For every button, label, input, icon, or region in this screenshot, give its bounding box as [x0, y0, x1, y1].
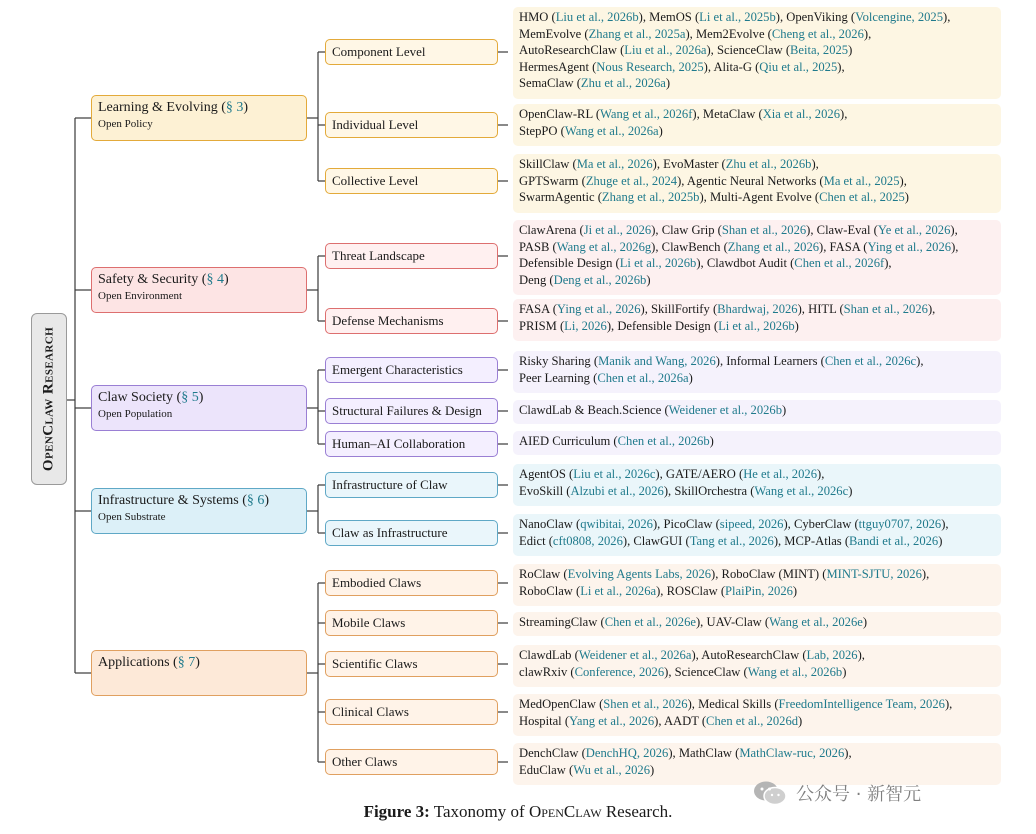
- citation-link[interactable]: Manik and Wang, 2026: [598, 354, 716, 368]
- reference-leaf: [513, 514, 1001, 556]
- citation-link[interactable]: Li et al., 2026a: [580, 583, 657, 598]
- citation-link[interactable]: MathClaw-ruc, 2026: [739, 746, 845, 760]
- reference-line: [519, 222, 995, 239]
- reference-text: ), Defensible Design (: [606, 318, 719, 333]
- reference-text: ),: [844, 746, 852, 760]
- reference-line: [519, 402, 995, 419]
- reference-leaf: [513, 694, 1001, 736]
- reference-text: ): [658, 123, 663, 138]
- category-title-text: Infrastructure & Systems (: [98, 493, 247, 508]
- reference-line: [519, 647, 995, 664]
- citation-link[interactable]: Wang et al., 2026f: [600, 107, 693, 121]
- reference-text: ),: [899, 173, 907, 188]
- reference-text: ): [862, 615, 868, 629]
- reference-text: ),: [951, 239, 959, 254]
- reference-text: ),: [916, 354, 924, 368]
- category-title-text: Applications (: [98, 655, 178, 670]
- reference-text: ): [842, 664, 847, 679]
- reference-text: ), ClawGUI (: [622, 533, 690, 548]
- citation-link[interactable]: Cheng et al., 2026: [771, 26, 864, 41]
- category-title-close: ): [243, 100, 249, 115]
- subcategory-node: Infrastructure of Claw: [325, 472, 498, 498]
- reference-leaf: [513, 299, 1001, 341]
- reference-text: ), ScienceClaw (: [706, 43, 791, 57]
- reference-text: ): [688, 370, 693, 385]
- reference-text: RoboClaw (: [519, 583, 581, 598]
- citation-link[interactable]: Zhu et al., 2026b: [725, 157, 812, 171]
- reference-text: ): [709, 434, 714, 448]
- reference-line: [519, 189, 995, 206]
- citation-link[interactable]: Zhuge et al., 2024: [585, 173, 678, 188]
- citation-link[interactable]: Weidener et al., 2026a: [578, 648, 692, 662]
- citation-link[interactable]: Chen et al., 2025: [819, 190, 905, 204]
- reference-leaf: [513, 431, 1001, 455]
- reference-text: ): [794, 318, 799, 333]
- reference-text: RoClaw (: [519, 567, 568, 581]
- citation-link[interactable]: Lab, 2026: [806, 648, 858, 662]
- citation-link[interactable]: Wang et al., 2026c: [754, 483, 849, 498]
- reference-line: [519, 370, 995, 387]
- category-section-ref: § 5: [181, 390, 199, 405]
- reference-text: ), Mem2Evolve (: [685, 26, 772, 41]
- citation-link[interactable]: Bhardwaj, 2026: [717, 302, 798, 316]
- citation-link[interactable]: MINT-SJTU, 2026: [826, 567, 922, 581]
- reference-text: ): [650, 762, 655, 777]
- reference-line: [519, 26, 995, 43]
- category-section-ref: § 4: [206, 272, 224, 287]
- reference-text: ): [782, 403, 787, 417]
- category-title: [98, 99, 300, 117]
- citation-link[interactable]: FreedomIntelligence Team, 2026: [778, 697, 945, 711]
- reference-text: ), OpenViking (: [775, 10, 856, 24]
- reference-text: AgentOS (: [519, 467, 574, 481]
- citation-link[interactable]: Yang et al., 2026: [569, 713, 655, 728]
- citation-link[interactable]: Chen et al., 2026b: [617, 434, 710, 448]
- citation-link[interactable]: Ji et al., 2026: [583, 223, 652, 237]
- category-section-ref: § 6: [246, 493, 265, 508]
- citation-link[interactable]: Chen et al., 2026e: [604, 615, 696, 629]
- reference-line: [519, 713, 995, 730]
- reference-text: ): [798, 713, 803, 728]
- reference-leaf: [513, 400, 1001, 424]
- reference-text: ), MathClaw (: [668, 746, 740, 760]
- reference-text: EduClaw (: [519, 762, 574, 777]
- reference-leaf: [513, 645, 1001, 687]
- citation-link[interactable]: sipeed, 2026: [719, 517, 784, 531]
- reference-text: ): [848, 43, 853, 57]
- reference-line: [519, 353, 995, 370]
- subcategory-node: Mobile Claws: [325, 610, 498, 636]
- citation-link[interactable]: Chen et al., 2026f: [794, 256, 885, 270]
- reference-line: [519, 106, 995, 123]
- subcategory-node: Component Level: [325, 39, 498, 65]
- reference-text: ClawdLab & Beach.Science (: [519, 403, 669, 417]
- subcategory-node: Defense Mechanisms: [325, 308, 498, 334]
- subcategory-node: Emergent Characteristics: [325, 357, 498, 383]
- reference-text: Edict (: [519, 533, 553, 548]
- reference-text: SkillClaw (: [519, 157, 577, 171]
- citation-link[interactable]: Zhang et al., 2026: [727, 239, 820, 254]
- reference-text: ),: [944, 697, 953, 711]
- reference-text: ),: [884, 256, 892, 270]
- citation-link[interactable]: Ma et al., 2026: [576, 157, 653, 171]
- reference-line: [519, 614, 995, 631]
- reference-text: StepPO (: [519, 123, 565, 138]
- reference-text: ): [646, 272, 651, 287]
- citation-link[interactable]: Zhang et al., 2025a: [588, 26, 686, 41]
- citation-link[interactable]: Liu et al., 2026c: [573, 467, 656, 481]
- reference-text: ), PicoClaw (: [652, 517, 720, 531]
- reference-text: MedOpenClaw (: [519, 697, 604, 711]
- category-title-close: ): [195, 655, 200, 670]
- citation-link[interactable]: Shan et al., 2026: [721, 223, 807, 237]
- reference-text: AIED Curriculum (: [519, 434, 618, 448]
- reference-leaf: [513, 564, 1001, 606]
- reference-text: Peer Learning (: [519, 370, 598, 385]
- watermark: [752, 780, 921, 806]
- citation-link[interactable]: Wang et al., 2026b: [747, 664, 843, 679]
- reference-text: ), AADT (: [654, 713, 707, 728]
- reference-line: [519, 272, 995, 289]
- reference-text: ), Medical Skills (: [687, 697, 779, 711]
- reference-text: ), Informal Learners (: [715, 354, 825, 368]
- reference-text: ),: [950, 223, 958, 237]
- reference-leaf: [513, 220, 1001, 295]
- category-title-text: Claw Society (: [98, 390, 182, 405]
- citation-link[interactable]: Beita, 2025: [790, 43, 849, 57]
- reference-text: SemaClaw (: [519, 76, 581, 90]
- reference-text: ),: [941, 517, 949, 531]
- citation-link[interactable]: Chen et al., 2026c: [824, 354, 917, 368]
- reference-line: [519, 318, 995, 335]
- category-subtitle: Open Policy: [98, 118, 153, 130]
- reference-text: OpenClaw-RL (: [519, 107, 601, 121]
- category-title: [98, 271, 300, 289]
- reference-text: ), UAV-Claw (: [695, 615, 770, 629]
- reference-text: ),: [921, 567, 930, 581]
- citation-link[interactable]: Shen et al., 2026: [603, 697, 688, 711]
- reference-text: AutoResearchClaw (: [519, 43, 625, 57]
- citation-link[interactable]: Wang et al., 2026a: [564, 123, 659, 138]
- category-title-close: ): [264, 493, 270, 508]
- reference-text: SwarmAgentic (: [519, 190, 602, 204]
- reference-text: ), GATE/AERO (: [655, 467, 744, 481]
- root-label: OpenClaw Research: [40, 326, 57, 472]
- reference-text: Risky Sharing (: [519, 354, 599, 368]
- reference-text: HermesAgent (: [519, 59, 597, 74]
- citation-link[interactable]: Tang et al., 2026: [689, 533, 774, 548]
- citation-link[interactable]: ttguy0707, 2026: [858, 517, 942, 531]
- reference-text: ), SkillFortify (: [640, 302, 718, 316]
- reference-line: [519, 566, 995, 583]
- reference-text: HMO (: [519, 10, 556, 24]
- citation-link[interactable]: Chen et al., 2026d: [706, 713, 799, 728]
- category-subtitle: Open Population: [98, 408, 173, 420]
- reference-text: ), CyberClaw (: [783, 517, 859, 531]
- reference-text: ), FASA (: [819, 239, 868, 254]
- category-subtitle: Open Environment: [98, 290, 183, 302]
- reference-text: ), MetaClaw (: [692, 107, 763, 121]
- reference-text: ): [665, 76, 671, 90]
- citation-link[interactable]: PlaiPin, 2026: [725, 583, 793, 598]
- reference-line: [519, 516, 995, 533]
- reference-text: Deng (: [519, 272, 554, 287]
- reference-line: [519, 533, 995, 550]
- category-subtitle: Open Substrate: [98, 511, 166, 523]
- category-node: [91, 488, 307, 534]
- citation-link[interactable]: He et al., 2026: [743, 467, 817, 481]
- caption-text-after: Research.: [601, 802, 673, 821]
- reference-text: Hospital (: [519, 713, 570, 728]
- citation-link[interactable]: Li et al., 2026b: [619, 256, 697, 270]
- citation-link[interactable]: Qiu et al., 2025: [759, 59, 838, 74]
- reference-text: ), Clawdbot Audit (: [696, 256, 795, 270]
- category-title: [98, 492, 300, 510]
- reference-line: [519, 59, 995, 76]
- reference-line: [519, 75, 995, 92]
- reference-line: [519, 255, 995, 272]
- category-title-text: Safety & Security (: [98, 272, 207, 287]
- root-node: [31, 313, 67, 485]
- reference-text: ),: [837, 59, 845, 74]
- subcategory-node: Individual Level: [325, 112, 498, 138]
- reference-line: [519, 745, 995, 762]
- reference-text: ), MemOS (: [638, 10, 700, 24]
- subcategory-node: Collective Level: [325, 168, 498, 194]
- citation-link[interactable]: qwibitai, 2026: [580, 517, 653, 531]
- reference-text: ), Multi-Agent Evolve (: [699, 190, 820, 204]
- reference-text: EvoSkill (: [519, 483, 571, 498]
- reference-leaf: [513, 351, 1001, 393]
- reference-text: ), SkillOrchestra (: [663, 483, 755, 498]
- reference-text: ), Claw-Eval (: [806, 223, 878, 237]
- reference-line: [519, 42, 995, 59]
- reference-text: ),: [811, 157, 819, 171]
- reference-text: PASB (: [519, 239, 557, 254]
- reference-leaf: [513, 743, 1001, 785]
- watermark-text: 公众号 · 新智元: [796, 784, 922, 805]
- reference-text: ), ScienceClaw (: [664, 664, 748, 679]
- category-section-ref: § 7: [177, 655, 196, 670]
- reference-text: DenchClaw (: [519, 746, 586, 760]
- reference-line: [519, 583, 995, 600]
- subcategory-node: Structural Failures & Design: [325, 398, 498, 424]
- reference-text: GPTSwarm (: [519, 173, 586, 188]
- wechat-icon: [752, 780, 788, 806]
- citation-link[interactable]: Wu et al., 2026: [573, 762, 651, 777]
- category-title-close: ): [223, 272, 229, 287]
- category-section-ref: § 3: [225, 100, 244, 115]
- reference-text: ), RoboClaw (MINT) (: [711, 567, 827, 581]
- citation-link[interactable]: Volcengine, 2025: [855, 10, 944, 24]
- citation-link[interactable]: Weidener et al., 2026b: [668, 403, 783, 417]
- category-title-close: ): [198, 390, 204, 405]
- subcategory-node: Claw as Infrastructure: [325, 520, 498, 546]
- reference-text: FASA (: [519, 302, 557, 316]
- subcategory-node: Human–AI Collaboration: [325, 431, 498, 457]
- reference-text: ), Alita-G (: [703, 59, 760, 74]
- citation-link[interactable]: Ying et al., 2026: [556, 302, 641, 316]
- reference-text: ): [904, 190, 909, 204]
- reference-text: ),: [863, 26, 872, 41]
- reference-text: ), AutoResearchClaw (: [691, 648, 807, 662]
- reference-text: StreamingClaw (: [519, 615, 605, 629]
- citation-link[interactable]: Conference, 2026: [574, 664, 665, 679]
- reference-text: clawRxiv (: [519, 664, 575, 679]
- reference-text: MemEvolve (: [519, 26, 589, 41]
- category-title: [98, 654, 300, 672]
- citation-link[interactable]: Li et al., 2026b: [718, 318, 795, 333]
- reference-text: ClawdLab (: [519, 648, 579, 662]
- reference-line: [519, 173, 995, 190]
- reference-line: [519, 301, 995, 318]
- category-node: [91, 650, 307, 696]
- citation-link[interactable]: Li et al., 2025b: [699, 10, 776, 24]
- reference-text: ), HITL (: [797, 302, 844, 316]
- reference-text: ), EvoMaster (: [652, 157, 726, 171]
- reference-line: [519, 483, 995, 500]
- reference-text: ), ROSClaw (: [656, 583, 726, 598]
- caption-name: OpenClaw: [528, 802, 602, 821]
- subcategory-node: Other Claws: [325, 749, 498, 775]
- category-node: [91, 95, 307, 141]
- reference-text: ): [938, 533, 943, 548]
- citation-link[interactable]: Shan et al., 2026: [843, 302, 928, 316]
- citation-link[interactable]: Li, 2026: [564, 318, 607, 333]
- reference-text: ): [792, 583, 798, 598]
- reference-text: ),: [943, 10, 951, 24]
- reference-text: ),: [857, 648, 865, 662]
- caption-label: Figure 3:: [363, 802, 430, 821]
- reference-text: ),: [817, 467, 825, 481]
- reference-line: [519, 696, 995, 713]
- citation-link[interactable]: Bandi et al., 2026: [849, 533, 939, 548]
- citation-link[interactable]: cft0808, 2026: [552, 533, 623, 548]
- reference-text: ClawArena (: [519, 223, 584, 237]
- caption-text-before: Taxonomy of: [433, 802, 529, 821]
- citation-link[interactable]: Ma et al., 2025: [823, 173, 900, 188]
- reference-text: ): [848, 483, 853, 498]
- reference-text: Defensible Design (: [519, 256, 620, 270]
- reference-line: [519, 156, 995, 173]
- reference-line: [519, 664, 995, 681]
- reference-leaf: [513, 104, 1001, 146]
- reference-text: ),: [927, 302, 936, 316]
- reference-text: PRISM (: [519, 318, 565, 333]
- reference-line: [519, 9, 995, 26]
- category-title-text: Learning & Evolving (: [98, 100, 226, 115]
- reference-text: ), Agentic Neural Networks (: [677, 173, 824, 188]
- reference-line: [519, 466, 995, 483]
- citation-link[interactable]: Liu et al., 2026b: [555, 10, 639, 24]
- reference-text: NanoClaw (: [519, 517, 581, 531]
- subcategory-node: Threat Landscape: [325, 243, 498, 269]
- citation-link[interactable]: Wang et al., 2026e: [769, 615, 863, 629]
- reference-leaf: [513, 612, 1001, 636]
- subcategory-node: Scientific Claws: [325, 651, 498, 677]
- reference-text: ), Claw Grip (: [651, 223, 722, 237]
- citation-link[interactable]: Ye et al., 2026: [877, 223, 951, 237]
- reference-line: [519, 433, 995, 450]
- citation-link[interactable]: Alzubi et al., 2026: [570, 483, 664, 498]
- reference-text: ), MCP-Atlas (: [773, 533, 850, 548]
- citation-link[interactable]: Nous Research, 2025: [596, 59, 704, 74]
- reference-line: [519, 123, 995, 140]
- citation-link[interactable]: Deng et al., 2026b: [553, 272, 647, 287]
- reference-leaf: [513, 7, 1001, 99]
- reference-line: [519, 762, 995, 779]
- reference-text: ), ClawBench (: [651, 239, 728, 254]
- reference-text: ),: [840, 107, 848, 121]
- citation-link[interactable]: Ying et al., 2026: [867, 239, 952, 254]
- category-node: [91, 267, 307, 313]
- subcategory-node: Embodied Claws: [325, 570, 498, 596]
- reference-leaf: [513, 464, 1001, 506]
- category-title: [98, 389, 300, 407]
- category-node: [91, 385, 307, 431]
- citation-link[interactable]: Liu et al., 2026a: [624, 43, 707, 57]
- reference-line: [519, 239, 995, 256]
- citation-link[interactable]: Xia et al., 2026: [762, 107, 840, 121]
- subcategory-node: Clinical Claws: [325, 699, 498, 725]
- reference-leaf: [513, 154, 1001, 213]
- citation-link[interactable]: Zhu et al., 2026a: [580, 76, 666, 90]
- citation-link[interactable]: Wang et al., 2026g: [556, 239, 652, 254]
- citation-link[interactable]: Zhang et al., 2025b: [601, 190, 700, 204]
- citation-link[interactable]: DenchHQ, 2026: [585, 746, 669, 760]
- citation-link[interactable]: Evolving Agents Labs, 2026: [567, 567, 712, 581]
- citation-link[interactable]: Chen et al., 2026a: [597, 370, 689, 385]
